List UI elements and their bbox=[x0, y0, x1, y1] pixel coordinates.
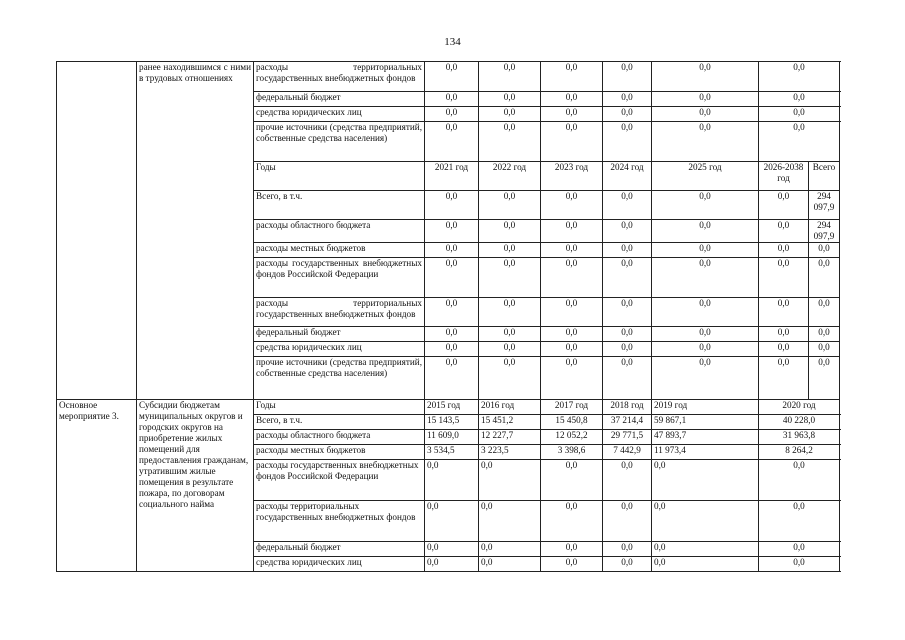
value-cell: 11 973,4 bbox=[652, 445, 759, 460]
value-cell: 0,0 bbox=[479, 220, 541, 243]
year-header: 2025 год bbox=[652, 162, 759, 191]
value-cell: 0,0 bbox=[652, 460, 759, 501]
year-header: 2015 год bbox=[425, 400, 479, 415]
measure-number-cell bbox=[57, 62, 137, 400]
value-cell: 0,0 bbox=[652, 258, 759, 298]
value-cell: 0,0 bbox=[809, 243, 840, 258]
value-cell: 0,0 bbox=[759, 327, 809, 342]
value-cell: 37 214,4 bbox=[603, 415, 652, 430]
value-cell: 0,0 bbox=[603, 62, 652, 92]
year-header: 2019 год bbox=[652, 400, 759, 415]
value-cell: 0,0 bbox=[652, 191, 759, 220]
year-header: 2016 год bbox=[479, 400, 541, 415]
value-cell: 0,0 bbox=[652, 298, 759, 327]
value-cell: 0,0 bbox=[652, 220, 759, 243]
value-cell: 0,0 bbox=[425, 357, 479, 400]
value-cell: 0,0 bbox=[809, 258, 840, 298]
value-cell: 0,0 bbox=[425, 342, 479, 357]
value-cell: 0,0 bbox=[425, 460, 479, 501]
value-cell: 0,0 bbox=[541, 542, 603, 557]
value-cell: 0,0 bbox=[425, 327, 479, 342]
source-label: федеральный бюджет bbox=[254, 327, 425, 342]
source-label: прочие источники (средства предприятий, собственные средства населения) bbox=[254, 357, 425, 400]
years-header-label: Годы bbox=[254, 400, 425, 415]
value-cell: 3 534,5 bbox=[425, 445, 479, 460]
value-cell: 47 893,7 bbox=[652, 430, 759, 445]
value-cell: 0,0 bbox=[425, 107, 479, 122]
source-label: прочие источники (средства предприятий, собственные средства населения) bbox=[254, 122, 425, 162]
value-cell: 0,0 bbox=[479, 62, 541, 92]
source-label: расходы областного бюджета bbox=[254, 220, 425, 243]
value-cell: 0,0 bbox=[479, 92, 541, 107]
source-label: федеральный бюджет bbox=[254, 542, 425, 557]
value-cell: 0,0 bbox=[425, 542, 479, 557]
source-label: расходы местных бюджетов bbox=[254, 243, 425, 258]
value-cell: 294 097,9 bbox=[809, 220, 840, 243]
value-cell: 0,0 bbox=[541, 220, 603, 243]
value-cell: 0,0 bbox=[425, 258, 479, 298]
value-cell: 0,0 bbox=[425, 92, 479, 107]
value-cell: 12 052,2 bbox=[541, 430, 603, 445]
value-cell: 0,0 bbox=[541, 357, 603, 400]
value-cell: 0,0 bbox=[541, 501, 603, 542]
source-label: расходы областного бюджета bbox=[254, 430, 425, 445]
value-cell: 0,0 bbox=[809, 342, 840, 357]
value-cell: 0,0 bbox=[652, 122, 759, 162]
table-row bbox=[57, 400, 840, 415]
measure-description: ранее находившимся с ними в трудовых отношениях bbox=[137, 62, 254, 400]
value-cell: 0,0 bbox=[541, 327, 603, 342]
value-cell: 0,0 bbox=[603, 122, 652, 162]
value-cell: 0,0 bbox=[479, 191, 541, 220]
value-cell: 0,0 bbox=[425, 243, 479, 258]
value-cell: 0,0 bbox=[759, 107, 840, 122]
value-cell: 0,0 bbox=[425, 557, 479, 572]
value-cell: 0,0 bbox=[809, 298, 840, 327]
value-cell: 0,0 bbox=[759, 122, 840, 162]
source-label: расходы территориальных государственных внебюджетных фондов bbox=[254, 501, 425, 542]
value-cell: 15 451,2 bbox=[479, 415, 541, 430]
value-cell: 0,0 bbox=[603, 298, 652, 327]
value-cell: 0,0 bbox=[603, 191, 652, 220]
source-label: расходы территориальных государственных внебюджетных фондов bbox=[254, 298, 425, 327]
value-cell: 0,0 bbox=[479, 243, 541, 258]
value-cell: 0,0 bbox=[652, 542, 759, 557]
value-cell: 0,0 bbox=[425, 220, 479, 243]
source-label: расходы государственных внебюджетных фондов Российской Федерации bbox=[254, 258, 425, 298]
page-number: 134 bbox=[444, 36, 461, 48]
value-cell: 0,0 bbox=[603, 258, 652, 298]
value-cell: 8 264,2 bbox=[759, 445, 840, 460]
value-cell: 0,0 bbox=[541, 460, 603, 501]
value-cell: 0,0 bbox=[759, 191, 809, 220]
value-cell: 3 398,6 bbox=[541, 445, 603, 460]
source-label: расходы местных бюджетов bbox=[254, 445, 425, 460]
value-cell: 0,0 bbox=[425, 501, 479, 542]
value-cell: 0,0 bbox=[603, 501, 652, 542]
value-cell: 3 223,5 bbox=[479, 445, 541, 460]
year-header: 2022 год bbox=[479, 162, 541, 191]
value-cell: 11 609,0 bbox=[425, 430, 479, 445]
value-cell: 0,0 bbox=[541, 191, 603, 220]
value-cell: 12 227,7 bbox=[479, 430, 541, 445]
value-cell: 0,0 bbox=[425, 298, 479, 327]
value-cell: 0,0 bbox=[652, 357, 759, 400]
value-cell: 0,0 bbox=[479, 557, 541, 572]
value-cell: 0,0 bbox=[425, 62, 479, 92]
value-cell: 0,0 bbox=[603, 342, 652, 357]
value-cell: 0,0 bbox=[425, 122, 479, 162]
value-cell: 0,0 bbox=[479, 342, 541, 357]
year-header: 2024 год bbox=[603, 162, 652, 191]
value-cell: 0,0 bbox=[603, 357, 652, 400]
source-label: расходы территориальных государственных внебюджетных фондов bbox=[254, 62, 425, 92]
value-cell: 0,0 bbox=[603, 243, 652, 258]
value-cell: 0,0 bbox=[759, 460, 840, 501]
value-cell: 0,0 bbox=[541, 243, 603, 258]
value-cell: 0,0 bbox=[541, 298, 603, 327]
value-cell: 0,0 bbox=[603, 92, 652, 107]
value-cell: 0,0 bbox=[652, 107, 759, 122]
value-cell: 0,0 bbox=[541, 258, 603, 298]
value-cell: 0,0 bbox=[603, 327, 652, 342]
value-cell: 0,0 bbox=[541, 342, 603, 357]
source-label: расходы государственных внебюджетных фондов Российской Федерации bbox=[254, 460, 425, 501]
value-cell: 0,0 bbox=[652, 327, 759, 342]
value-cell: 0,0 bbox=[479, 501, 541, 542]
value-cell: 0,0 bbox=[809, 327, 840, 342]
value-cell: 0,0 bbox=[759, 92, 840, 107]
measure-description: Субсидии бюджетам муниципальных округов и городских округов на приобретение жилых помещений для предоставления гражданам, утратившим жилые помещения в результате пожара, по договорам социального найма bbox=[137, 400, 254, 572]
value-cell: 0,0 bbox=[541, 62, 603, 92]
source-label: федеральный бюджет bbox=[254, 92, 425, 107]
value-cell: 0,0 bbox=[479, 357, 541, 400]
value-cell: 0,0 bbox=[652, 92, 759, 107]
source-label: средства юридических лиц bbox=[254, 557, 425, 572]
value-cell: 0,0 bbox=[425, 191, 479, 220]
value-cell: 0,0 bbox=[759, 501, 840, 542]
value-cell: 0,0 bbox=[759, 298, 809, 327]
value-cell: 29 771,5 bbox=[603, 430, 652, 445]
source-label: Всего, в т.ч. bbox=[254, 415, 425, 430]
value-cell: 0,0 bbox=[603, 460, 652, 501]
year-header: 2017 год bbox=[541, 400, 603, 415]
value-cell: 59 867,1 bbox=[652, 415, 759, 430]
value-cell: 0,0 bbox=[759, 62, 840, 92]
value-cell: 0,0 bbox=[603, 107, 652, 122]
value-cell: 0,0 bbox=[541, 92, 603, 107]
value-cell: 0,0 bbox=[603, 542, 652, 557]
value-cell: 0,0 bbox=[479, 258, 541, 298]
value-cell: 0,0 bbox=[479, 542, 541, 557]
value-cell: 0,0 bbox=[809, 357, 840, 400]
value-cell: 0,0 bbox=[652, 342, 759, 357]
source-label: средства юридических лиц bbox=[254, 107, 425, 122]
value-cell: 0,0 bbox=[759, 342, 809, 357]
value-cell: 0,0 bbox=[479, 298, 541, 327]
value-cell: 40 228,0 bbox=[759, 415, 840, 430]
value-cell: 0,0 bbox=[759, 243, 809, 258]
source-label: Всего, в т.ч. bbox=[254, 191, 425, 220]
source-label: средства юридических лиц bbox=[254, 342, 425, 357]
value-cell: 0,0 bbox=[479, 327, 541, 342]
value-cell: 0,0 bbox=[541, 557, 603, 572]
table-body bbox=[57, 62, 840, 572]
value-cell: 0,0 bbox=[652, 62, 759, 92]
value-cell: 15 143,5 bbox=[425, 415, 479, 430]
year-header: 2023 год bbox=[541, 162, 603, 191]
value-cell: 0,0 bbox=[479, 460, 541, 501]
value-cell: 15 450,8 bbox=[541, 415, 603, 430]
value-cell: 31 963,8 bbox=[759, 430, 840, 445]
funding-table bbox=[56, 61, 840, 572]
table-row bbox=[57, 62, 840, 92]
value-cell: 0,0 bbox=[759, 557, 840, 572]
measure-number: Основное мероприятие 3. bbox=[57, 400, 137, 572]
value-cell: 0,0 bbox=[479, 122, 541, 162]
value-cell: 0,0 bbox=[541, 107, 603, 122]
value-cell: 0,0 bbox=[603, 220, 652, 243]
value-cell: 7 442,9 bbox=[603, 445, 652, 460]
value-cell: 0,0 bbox=[652, 243, 759, 258]
value-cell: 0,0 bbox=[652, 501, 759, 542]
value-cell: 0,0 bbox=[759, 542, 840, 557]
year-header: 2018 год bbox=[603, 400, 652, 415]
year-header: 2020 год bbox=[759, 400, 840, 415]
value-cell: 0,0 bbox=[603, 557, 652, 572]
year-header: Всего bbox=[809, 162, 840, 191]
value-cell: 0,0 bbox=[479, 107, 541, 122]
year-header: 2021 год bbox=[425, 162, 479, 191]
value-cell: 0,0 bbox=[759, 220, 809, 243]
value-cell: 294 097,9 bbox=[809, 191, 840, 220]
value-cell: 0,0 bbox=[759, 357, 809, 400]
value-cell: 0,0 bbox=[652, 557, 759, 572]
years-header-label: Годы bbox=[254, 162, 425, 191]
value-cell: 0,0 bbox=[759, 258, 809, 298]
year-header: 2026-2038 год bbox=[759, 162, 809, 191]
value-cell: 0,0 bbox=[541, 122, 603, 162]
